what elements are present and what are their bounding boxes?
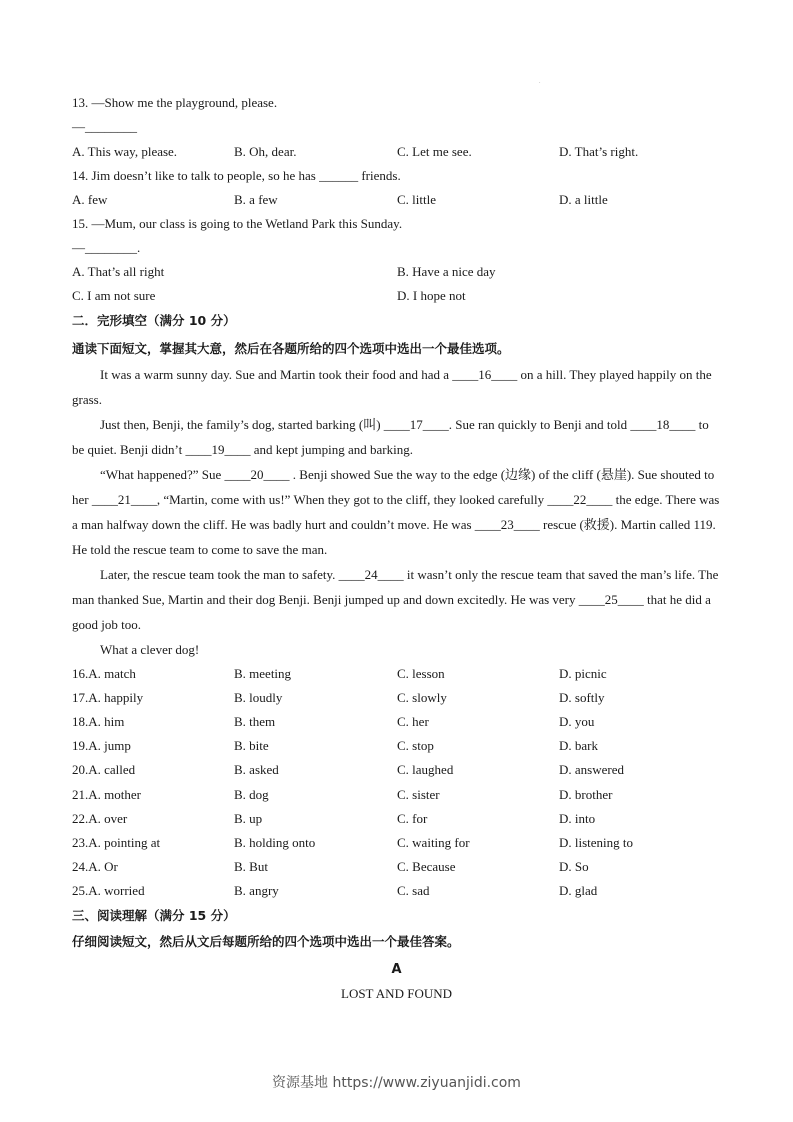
q21-option-c: C. sister	[397, 787, 440, 802]
q18-option-d: D. you	[559, 714, 595, 729]
q17-option-b: B. loudly	[234, 690, 283, 705]
q16-option-d: D. picnic	[559, 666, 607, 681]
q14-option-d: D. a little	[559, 192, 608, 207]
q20-option-c: C. laughed	[397, 762, 454, 777]
q20-option-b: B. asked	[234, 762, 279, 777]
q23-option-a: 23.A. pointing at	[72, 835, 161, 850]
cloze-paragraph: What a clever dog!	[100, 642, 200, 657]
q25-option-b: B. angry	[234, 883, 279, 898]
q25-option-a: 25.A. worried	[72, 883, 145, 898]
q16-option-a: 16.A. match	[72, 666, 136, 681]
q13-stem: 13. —Show me the playground, please.	[72, 95, 278, 110]
q15-blank: —________.	[72, 240, 141, 255]
q24-option-d: D. So	[559, 859, 589, 874]
stray-mark: .	[539, 79, 541, 85]
q23-option-b: B. holding onto	[234, 835, 316, 850]
q19-option-c: C. stop	[397, 738, 434, 753]
q24-option-c: C. Because	[397, 859, 456, 874]
q22-option-c: C. for	[397, 811, 428, 826]
q18-option-b: B. them	[234, 714, 276, 729]
q15-option-a: A. That’s all right	[72, 264, 165, 279]
section3-title: 三、阅读理解（满分 15 分）	[72, 908, 236, 923]
q18-option-a: 18.A. him	[72, 714, 125, 729]
q20-option-a: 20.A. called	[72, 762, 136, 777]
q15-option-b: B. Have a nice day	[397, 264, 496, 279]
cloze-paragraph: Just then, Benji, the family’s dog, started barking (叫) ____17____. Sue ran quickly to Benji and told ____18____ to be quiet. Benji didn’t ____19____ and kept jumping and barking.	[72, 417, 709, 457]
cloze-passage	[72, 362, 720, 662]
q13-option-a: A. This way, please.	[72, 144, 178, 159]
q14-option-b: B. a few	[234, 192, 278, 207]
section2-instruction: 通读下面短文，掌握其大意，然后在各题所给的四个选项中选出一个最佳选项。	[72, 341, 510, 356]
q13-option-b: B. Oh, dear.	[234, 144, 297, 159]
q21-option-d: D. brother	[559, 787, 613, 802]
cloze-paragraph: It was a warm sunny day. Sue and Martin took their food and had a ____16____ on a hill. They played happily on the grass.	[72, 367, 712, 407]
q16-option-c: C. lesson	[397, 666, 445, 681]
q24-option-a: 24.A. Or	[72, 859, 118, 874]
q25-option-d: D. glad	[559, 883, 598, 898]
q23-option-c: C. waiting for	[397, 835, 470, 850]
cloze-paragraph: Later, the rescue team took the man to safety. ____24____ it wasn’t only the rescue team that saved the man’s life. The man thanked Sue, Martin and their dog Benji. Benji jumped up and down excitedly. He was very ____25____ that he did a good job too.	[72, 567, 719, 632]
q20-option-d: D. answered	[559, 762, 624, 777]
q15-option-d: D. I hope not	[397, 288, 466, 303]
footer-watermark: 资源基地 https://www.ziyuanjidi.com	[272, 1075, 521, 1091]
q22-option-a: 22.A. over	[72, 811, 128, 826]
q19-option-d: D. bark	[559, 738, 598, 753]
q15-stem: 15. —Mum, our class is going to the Wetland Park this Sunday.	[72, 216, 403, 231]
q17-option-c: C. slowly	[397, 690, 447, 705]
q21-option-b: B. dog	[234, 787, 269, 802]
q13-option-d: D. That’s right.	[559, 144, 639, 159]
q24-option-b: B. But	[234, 859, 268, 874]
q22-option-b: B. up	[234, 811, 263, 826]
q23-option-d: D. listening to	[559, 835, 634, 850]
q22-option-d: D. into	[559, 811, 596, 826]
q14-option-a: A. few	[72, 192, 108, 207]
q19-option-a: 19.A. jump	[72, 738, 131, 753]
cloze-paragraph: “What happened?” Sue ____20____ . Benji showed Sue the way to the edge (边缘) of the cliff (悬崖). Sue shouted to her ____21____, “Martin, come with us!” When they got to the cliff, they looked carefully ____22____ the edge. There was a man halfway down the cliff. He was badly hurt and couldn’t move. He was ____23____ rescue (救援). Martin called 119. He told the rescue team to come to save the man.	[72, 467, 720, 557]
q25-option-c: C. sad	[397, 883, 430, 898]
q15-option-c: C. I am not sure	[72, 288, 156, 303]
q13-blank: —________	[72, 119, 137, 134]
section3-instruction: 仔细阅读短文，然后从文后每题所给的四个选项中选出一个最佳答案。	[72, 934, 460, 949]
q14-stem: 14. Jim doesn’t like to talk to people, so he has ______ friends.	[72, 168, 401, 183]
passage-title: LOST AND FOUND	[341, 986, 452, 1001]
q17-option-d: D. softly	[559, 690, 605, 705]
q14-option-c: C. little	[397, 192, 436, 207]
passage-label: A	[391, 962, 402, 977]
q18-option-c: C. her	[397, 714, 429, 729]
q13-option-c: C. Let me see.	[397, 144, 472, 159]
section2-title: 二．完形填空（满分 10 分）	[72, 313, 236, 328]
q16-option-b: B. meeting	[234, 666, 292, 681]
q19-option-b: B. bite	[234, 738, 269, 753]
q21-option-a: 21.A. mother	[72, 787, 141, 802]
q17-option-a: 17.A. happily	[72, 690, 144, 705]
